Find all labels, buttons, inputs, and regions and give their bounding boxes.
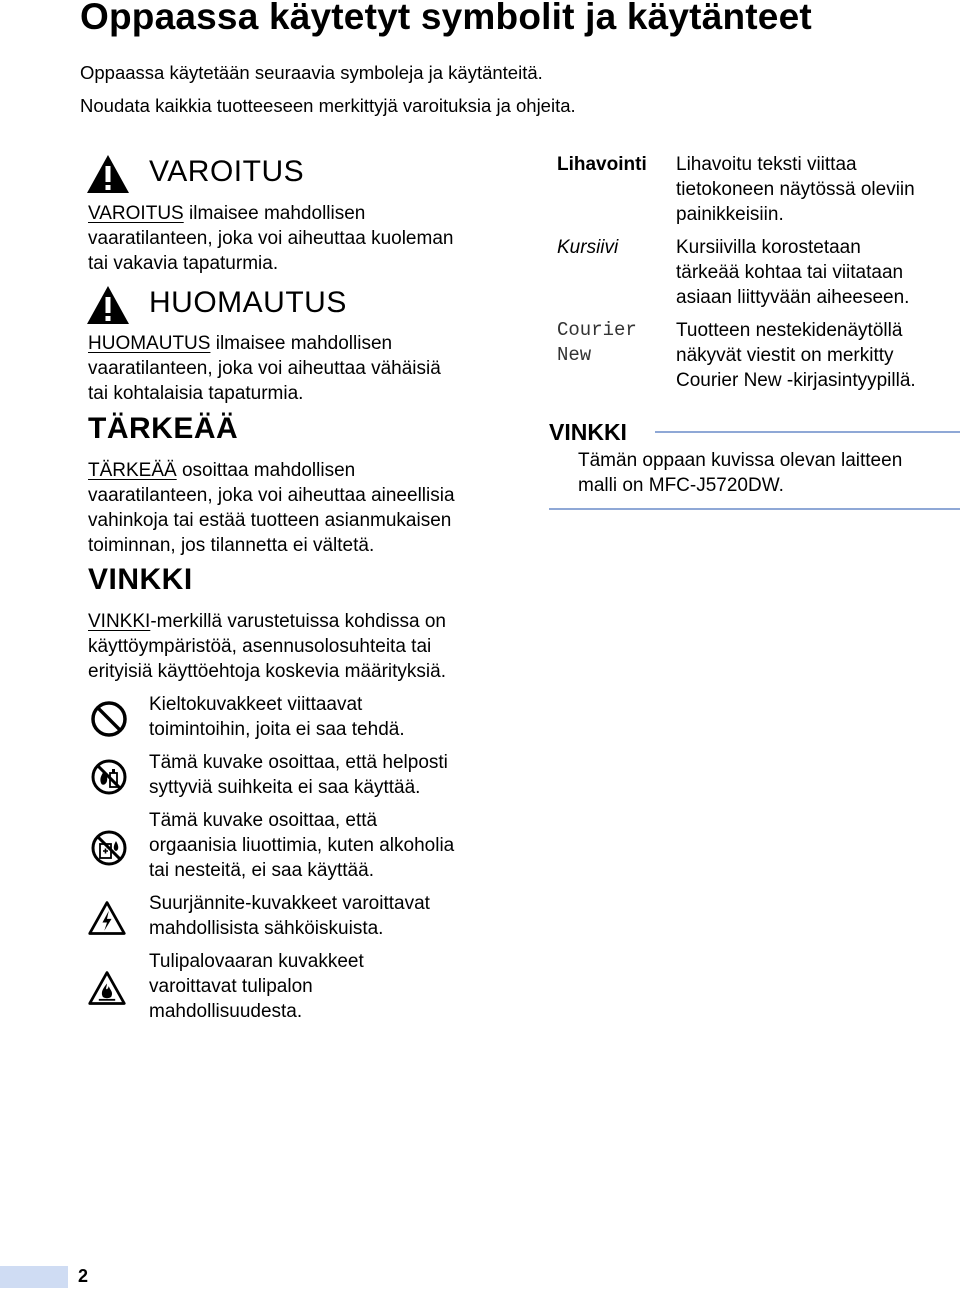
varoitus-line-3: tai vakavia tapaturmia. xyxy=(88,253,279,274)
no-solvents-icon xyxy=(89,828,129,868)
caution-triangle-icon xyxy=(86,285,130,325)
icon-desc-1-line-1: Kieltokuvakkeet viittaavat xyxy=(149,694,363,715)
vinkki-heading: VINKKI xyxy=(88,563,193,596)
note-heading: VINKKI xyxy=(549,419,627,445)
tarkeaa-text xyxy=(88,458,508,558)
intro-line-2: Noudata kaikkia tuotteeseen merkittyjä varoituksia ja ohjeita. xyxy=(80,95,576,116)
convention-bold-line-3: painikkeisiin. xyxy=(676,204,784,225)
convention-term-bold: Lihavointi xyxy=(557,154,647,175)
icon-desc-3 xyxy=(149,808,489,883)
icon-desc-3-line-3: tai nesteitä, ei saa käyttää. xyxy=(149,860,374,881)
huomautus-line-1: ilmaisee mahdollisen xyxy=(215,333,393,354)
icon-desc-3-line-2: orgaanisia liuottimia, kuten alkoholia xyxy=(149,835,455,856)
note-line-2: malli on MFC-J5720DW. xyxy=(578,475,784,496)
icon-desc-2 xyxy=(149,750,489,800)
icon-desc-5-line-3: mahdollisuudesta. xyxy=(149,1001,303,1022)
varoitus-text xyxy=(88,201,508,276)
convention-italic-line-3: asiaan liittyvään aiheeseen. xyxy=(676,287,910,308)
electrical-hazard-icon xyxy=(87,898,127,938)
huomautus-text xyxy=(88,331,508,406)
convention-mono-term-line-2: New xyxy=(557,344,592,366)
icon-desc-3-line-1: Tämä kuvake osoittaa, että xyxy=(149,810,378,831)
icon-desc-4-line-2: mahdollisista sähköiskuista. xyxy=(149,918,384,939)
convention-italic-line-2: tärkeää kohtaa tai viitataan xyxy=(676,262,904,283)
intro-line-1: Oppaassa käytetään seuraavia symboleja ja käytänteitä. xyxy=(80,62,543,83)
huomautus-term: HUOMAUTUS xyxy=(88,333,211,354)
icon-desc-2-line-2: syttyviä suihkeita ei saa käyttää. xyxy=(149,777,421,798)
convention-mono-term-line-1: Courier xyxy=(557,319,637,341)
varoitus-heading: VAROITUS xyxy=(149,155,305,188)
tarkeaa-term: TÄRKEÄÄ xyxy=(88,460,177,481)
convention-bold-line-2: tietokoneen näytössä oleviin xyxy=(676,179,915,200)
note-line-1: Tämän oppaan kuvissa olevan laitteen xyxy=(578,450,903,471)
vinkki-line-1: -merkillä varustetuissa kohdissa on xyxy=(150,611,446,632)
page-number-bar xyxy=(0,1266,68,1288)
vinkki-line-3: erityisiä käyttöehtoja koskevia määrityksiä. xyxy=(88,661,446,682)
huomautus-heading: HUOMAUTUS xyxy=(149,286,347,319)
huomautus-line-3: tai kohtalaisia tapaturmia. xyxy=(88,383,304,404)
icon-desc-5-line-2: varoittavat tulipalon xyxy=(149,976,313,997)
icon-desc-5 xyxy=(149,949,489,1024)
tarkeaa-line-3: vahinkoja tai estää tuotteen asianmukaisen xyxy=(88,510,452,531)
tarkeaa-line-4: toiminnan, jos tilannetta ei vältetä. xyxy=(88,535,375,556)
note-text xyxy=(578,448,958,498)
varoitus-line-2: vaaratilanteen, joka voi aiheuttaa kuoleman xyxy=(88,228,454,249)
tarkeaa-line-2: vaaratilanteen, joka voi aiheuttaa aineellisia xyxy=(88,485,455,506)
prohibition-icon xyxy=(89,699,129,739)
page-number: 2 xyxy=(78,1266,89,1286)
vinkki-term: VINKKI xyxy=(88,611,151,632)
convention-term-mono xyxy=(557,318,637,368)
convention-desc-mono xyxy=(676,318,956,393)
note-top-rule xyxy=(655,431,960,433)
warning-triangle-icon xyxy=(86,154,130,194)
convention-italic-line-1: Kursiivilla korostetaan xyxy=(676,237,861,258)
icon-desc-4-line-1: Suurjännite-kuvakkeet varoittavat xyxy=(149,893,430,914)
convention-mono-line-1: Tuotteen nestekidenäytöllä xyxy=(676,320,903,341)
tarkeaa-heading: TÄRKEÄÄ xyxy=(88,412,239,445)
fire-hazard-icon xyxy=(87,968,127,1008)
varoitus-term: VAROITUS xyxy=(88,203,184,224)
icon-desc-1-line-2: toimintoihin, joita ei saa tehdä. xyxy=(149,719,405,740)
varoitus-line-1: ilmaisee mahdollisen xyxy=(189,203,366,224)
icon-desc-1 xyxy=(149,692,489,742)
icon-desc-4 xyxy=(149,891,489,941)
tarkeaa-line-1: osoittaa mahdollisen xyxy=(181,460,356,481)
icon-desc-5-line-1: Tulipalovaaran kuvakkeet xyxy=(149,951,364,972)
icon-desc-2-line-1: Tämä kuvake osoittaa, että helposti xyxy=(149,752,448,773)
convention-desc-italic xyxy=(676,235,956,310)
page-title: Oppaassa käytetyt symbolit ja käytänteet xyxy=(80,0,812,37)
convention-bold-line-1: Lihavoitu teksti viittaa xyxy=(676,154,857,175)
convention-desc-bold xyxy=(676,152,956,227)
vinkki-line-2: käyttöympäristöä, asennusolosuhteita tai xyxy=(88,636,432,657)
convention-term-italic: Kursiivi xyxy=(557,237,619,258)
convention-mono-line-2: näkyvät viestit on merkitty xyxy=(676,345,894,366)
convention-mono-line-3: Courier New -kirjasintyypillä. xyxy=(676,370,916,391)
huomautus-line-2: vaaratilanteen, joka voi aiheuttaa vähäisiä xyxy=(88,358,441,379)
note-bottom-rule xyxy=(549,508,960,510)
vinkki-text xyxy=(88,609,508,684)
no-spray-icon xyxy=(89,757,129,797)
